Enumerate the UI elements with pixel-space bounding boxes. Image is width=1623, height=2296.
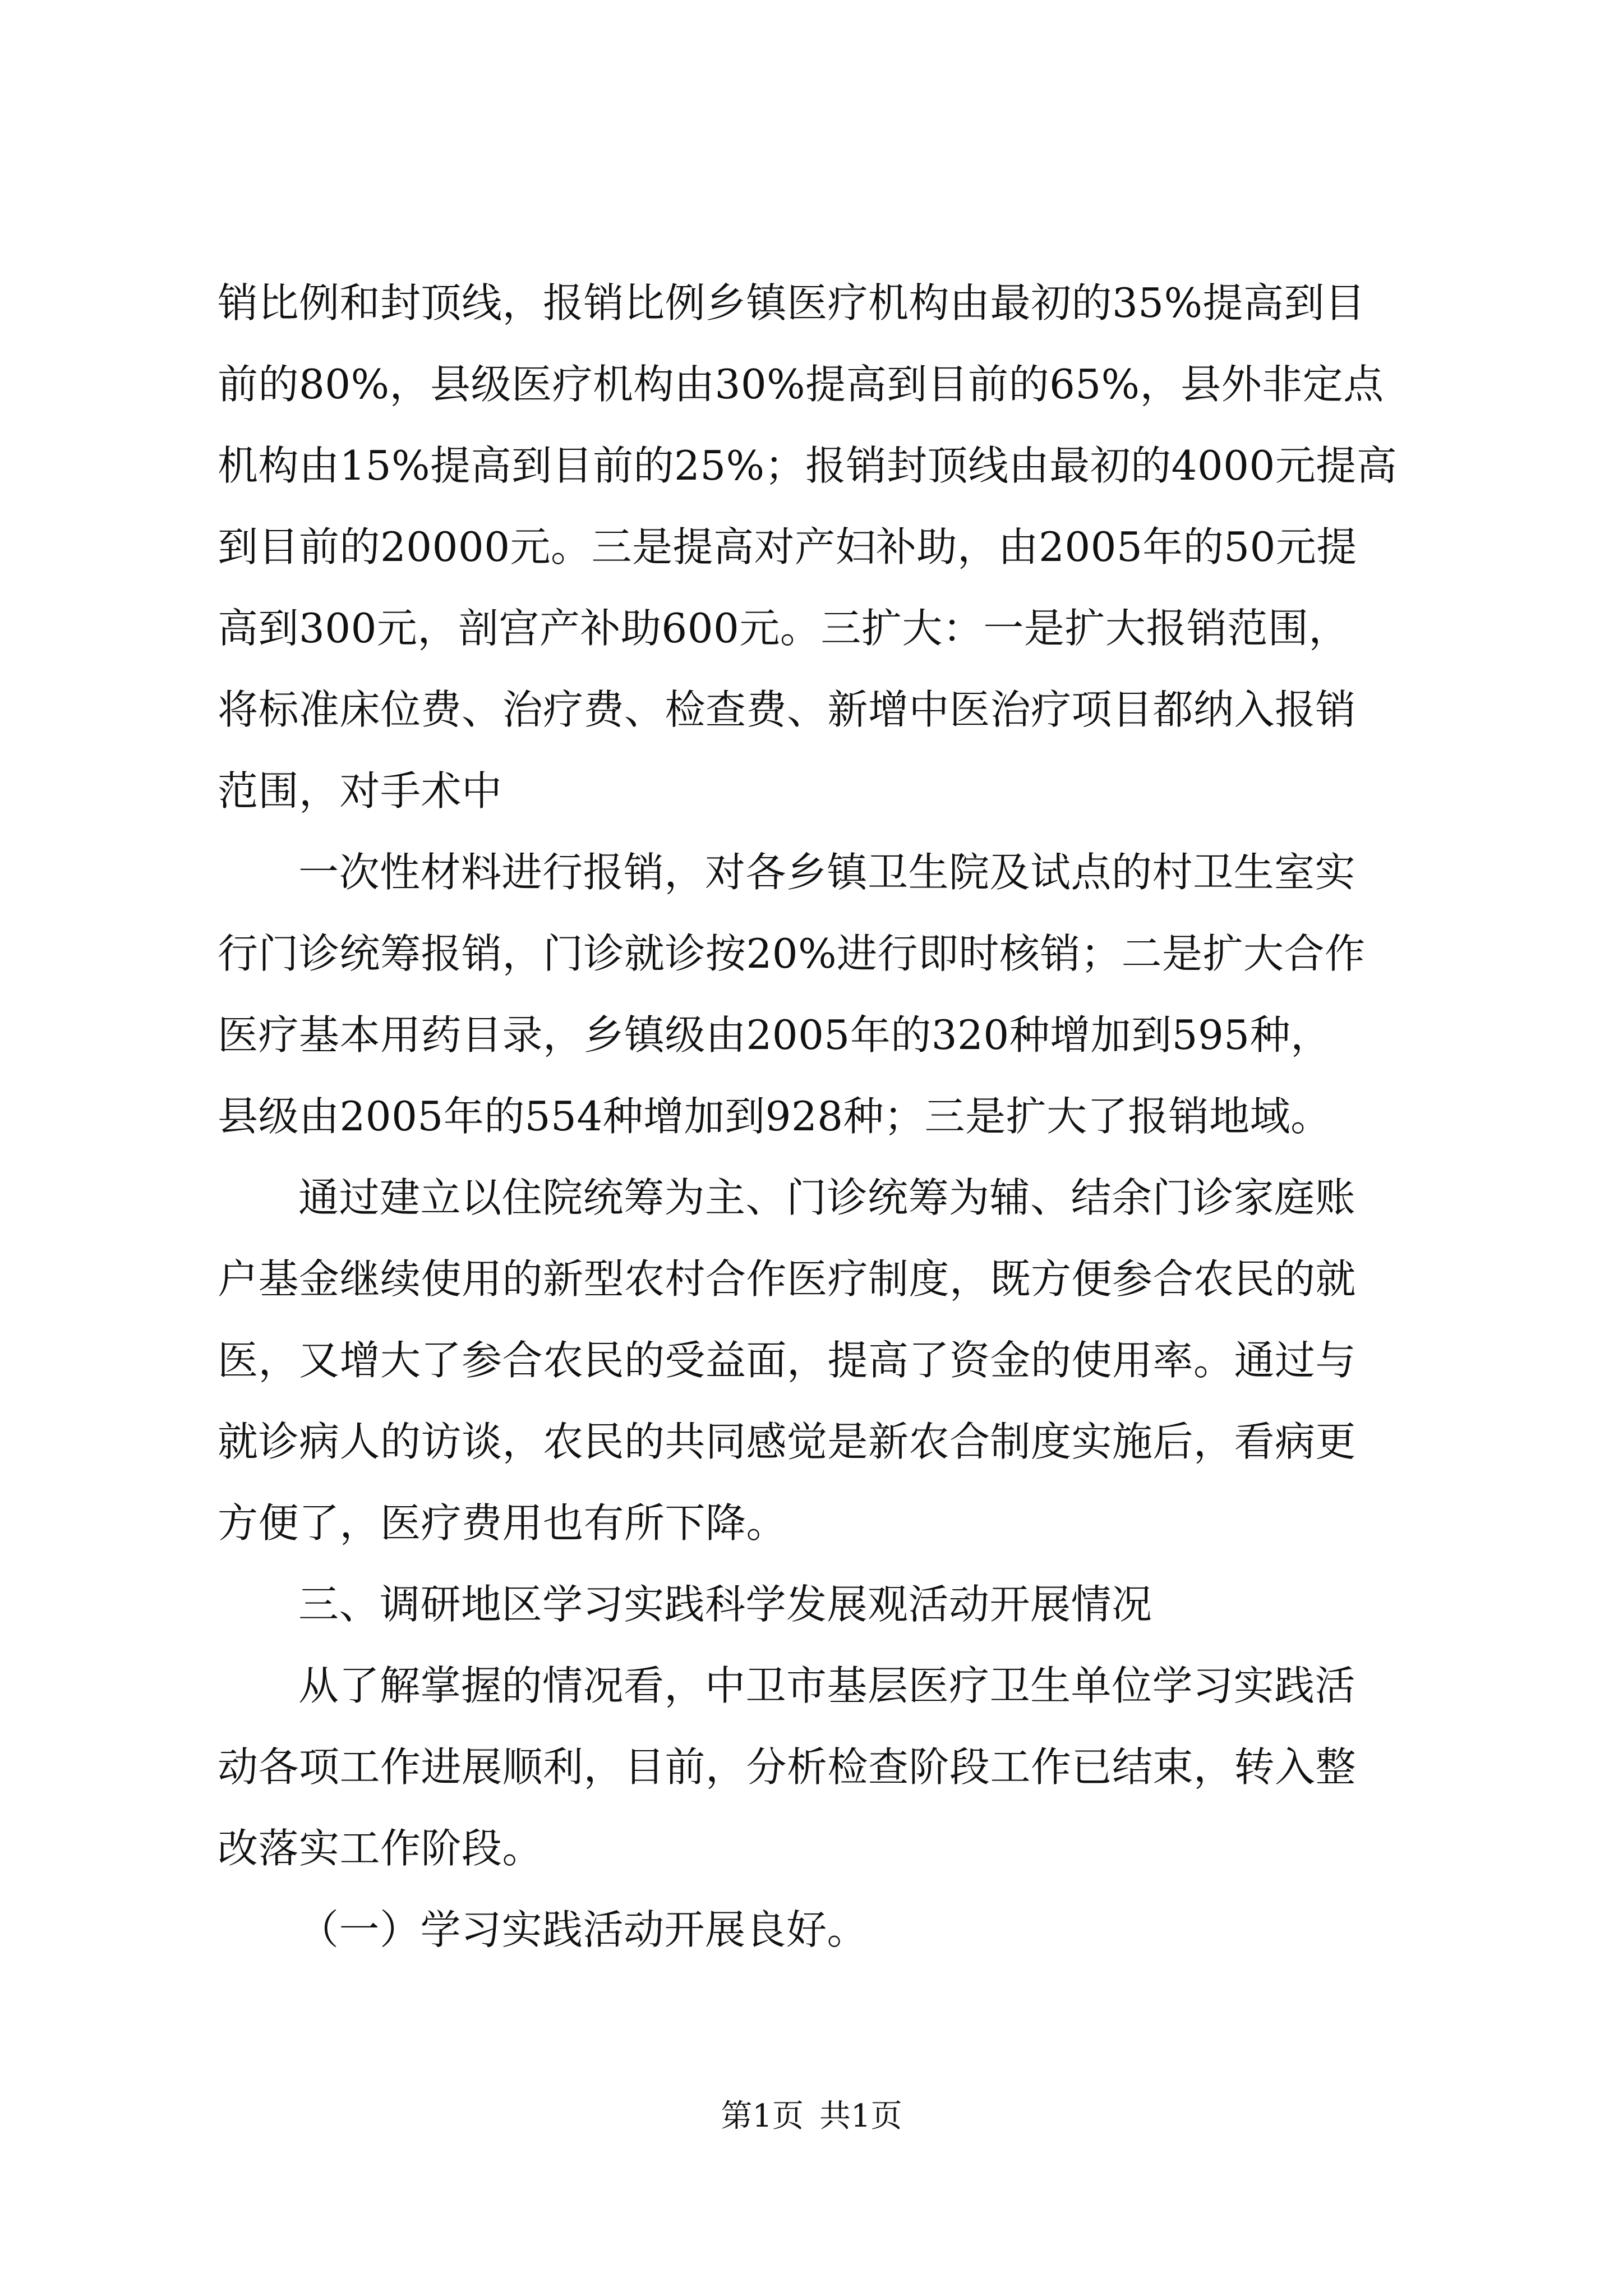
text-line: 就诊病人的访谈，农民的共同感觉是新农合制度实施后，看病更 [218,1418,1357,1465]
text-line: 销比例和封顶线，报销比例乡镇医疗机构由最初的35%提高到目 [218,279,1366,326]
text-line: 将标准床位费、治疗费、检查费、新增中医治疗项目都纳入报销 [218,686,1357,733]
paragraph-start-line: 一次性材料进行报销，对各乡镇卫生院及试点的村卫生室实 [298,849,1356,896]
text-line: 到目前的20000元。三是提高对产妇补助，由2005年的50元提 [218,523,1357,570]
text-line: 方便了，医疗费用也有所下降。 [218,1499,787,1547]
text-line: 户基金继续使用的新型农村合作医疗制度，既方便参合农民的就 [218,1255,1357,1303]
paragraph-start-line: 从了解掌握的情况看，中卫市基层医疗卫生单位学习实践活 [298,1662,1356,1709]
subsection-heading: （一）学习实践活动开展良好。 [298,1906,868,1953]
section-heading: 三、调研地区学习实践科学发展观活动开展情况 [298,1581,1152,1628]
text-line: 改落实工作阶段。 [218,1825,543,1872]
page-number: 第1页 [721,2098,804,2134]
text-line: 前的80%，县级医疗机构由30%提高到目前的65%，县外非定点 [218,361,1384,408]
text-line: 医疗基本用药目录，乡镇级由2005年的320种增加到595种， [218,1011,1331,1059]
text-line: 高到300元，剖宫产补助600元。三扩大：一是扩大报销范围， [218,605,1349,652]
text-line: 医，又增大了参合农民的受益面，提高了资金的使用率。通过与 [218,1337,1357,1384]
text-line: 行门诊统筹报销，门诊就诊按20%进行即时核销；二是扩大合作 [218,930,1366,977]
paragraph-start-line: 通过建立以住院统筹为主、门诊统筹为辅、结余门诊家庭账 [298,1174,1356,1221]
text-line: 范围，对手术中 [218,767,502,815]
document-body [218,263,1418,1971]
text-line: 动各项工作进展顺利，目前，分析检查阶段工作已结束，转入整 [218,1743,1357,1791]
page-footer [0,2097,1623,2136]
text-line: 县级由2005年的554种增加到928种；三是扩大了报销地域。 [218,1093,1331,1140]
page-total: 共1页 [819,2098,902,2134]
text-line: 机构由15%提高到目前的25%；报销封顶线由最初的4000元提高 [218,442,1398,489]
